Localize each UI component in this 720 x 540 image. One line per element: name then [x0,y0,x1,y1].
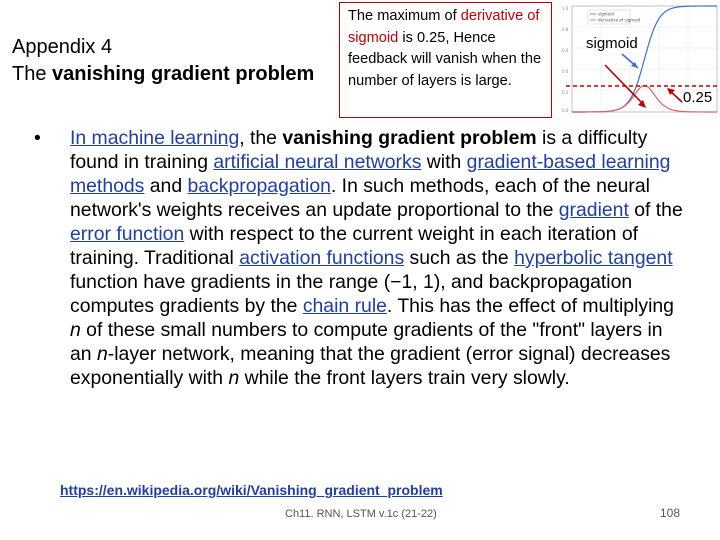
note-highlight: derivative of sigmoid [348,8,540,46]
link-hyperbolic-tangent[interactable]: hyperbolic tangent [514,247,673,269]
note-text-2: is 0.25, Hence feedback will vanish when the number of layers is large. [348,29,542,89]
text-segment: such as the [404,247,515,269]
title-bold: vanishing gradient problem [52,63,315,85]
italic-n: n [70,319,81,341]
text-segment: function have gradients in the range (−1, 1), and backpropagation computes gradients by the [70,271,633,317]
legend-derivative: derivative of sigmoid [598,17,641,23]
footer-text: Ch11. RNN, LSTM v.1c (21-22) [285,508,437,520]
link-gradient-based-learning[interactable]: gradient-based learning methods [70,151,671,197]
note-box [339,2,552,118]
text-segment: of these small numbers to compute gradients of the "front" layers in an [70,319,663,365]
svg-text:0.2: 0.2 [562,90,569,95]
text-segment: with respect to the current weight in each iteration of training. Traditional [70,223,639,269]
text-segment: . In such methods, each of the neural network's weights receives an update proportional to the [70,175,650,221]
link-backpropagation[interactable]: backpropagation [187,175,331,197]
italic-n: n [96,343,108,365]
svg-text:1.0: 1.0 [562,6,569,11]
link-activation-functions[interactable]: activation functions [239,247,405,269]
text-segment: and [144,175,188,197]
main-bullet [34,126,686,390]
link-artificial-neural-networks[interactable]: artificial neural networks [213,151,422,173]
text-segment: while the front layers train very slowly. [239,367,570,389]
note-text-1: The maximum of [348,8,461,24]
svg-text:0.4: 0.4 [562,69,569,74]
svg-text:0.6: 0.6 [562,48,569,53]
title-line-2 [12,61,314,88]
bullet-paragraph [70,126,686,390]
text-segment: . This has the effect of multiplying [386,295,674,317]
source-link[interactable]: https://en.wikipedia.org/wiki/Vanishing_gradient_problem [60,482,443,498]
legend-sigmoid: sigmoid [598,11,614,17]
link-error-function[interactable]: error function [70,223,185,245]
text-segment: -layer network, meaning that the gradient (error signal) decreases exponentially with [70,343,671,389]
link-chain-rule[interactable]: chain rule [302,295,387,317]
text-segment: with [421,151,467,173]
link-gradient[interactable]: gradient [558,199,629,221]
sigmoid-callout: sigmoid [586,35,638,52]
slide-title [12,34,314,88]
svg-text:0.8: 0.8 [562,27,569,32]
italic-n: n [228,367,240,389]
text-segment: of the [628,199,683,221]
link-machine-learning[interactable]: In machine learning [70,127,240,149]
max-value-callout: 0.25 [683,89,713,106]
text-segment: is a difficulty found in training [70,127,648,173]
term-vanishing-gradient: vanishing gradient problem [282,127,537,149]
page-number: 108 [660,506,681,520]
svg-text:0.0: 0.0 [562,108,569,113]
bullet-marker: • [34,127,41,149]
title-prefix: The [12,63,53,85]
title-line-1: Appendix 4 [12,36,113,58]
text-segment: , the [239,127,283,149]
